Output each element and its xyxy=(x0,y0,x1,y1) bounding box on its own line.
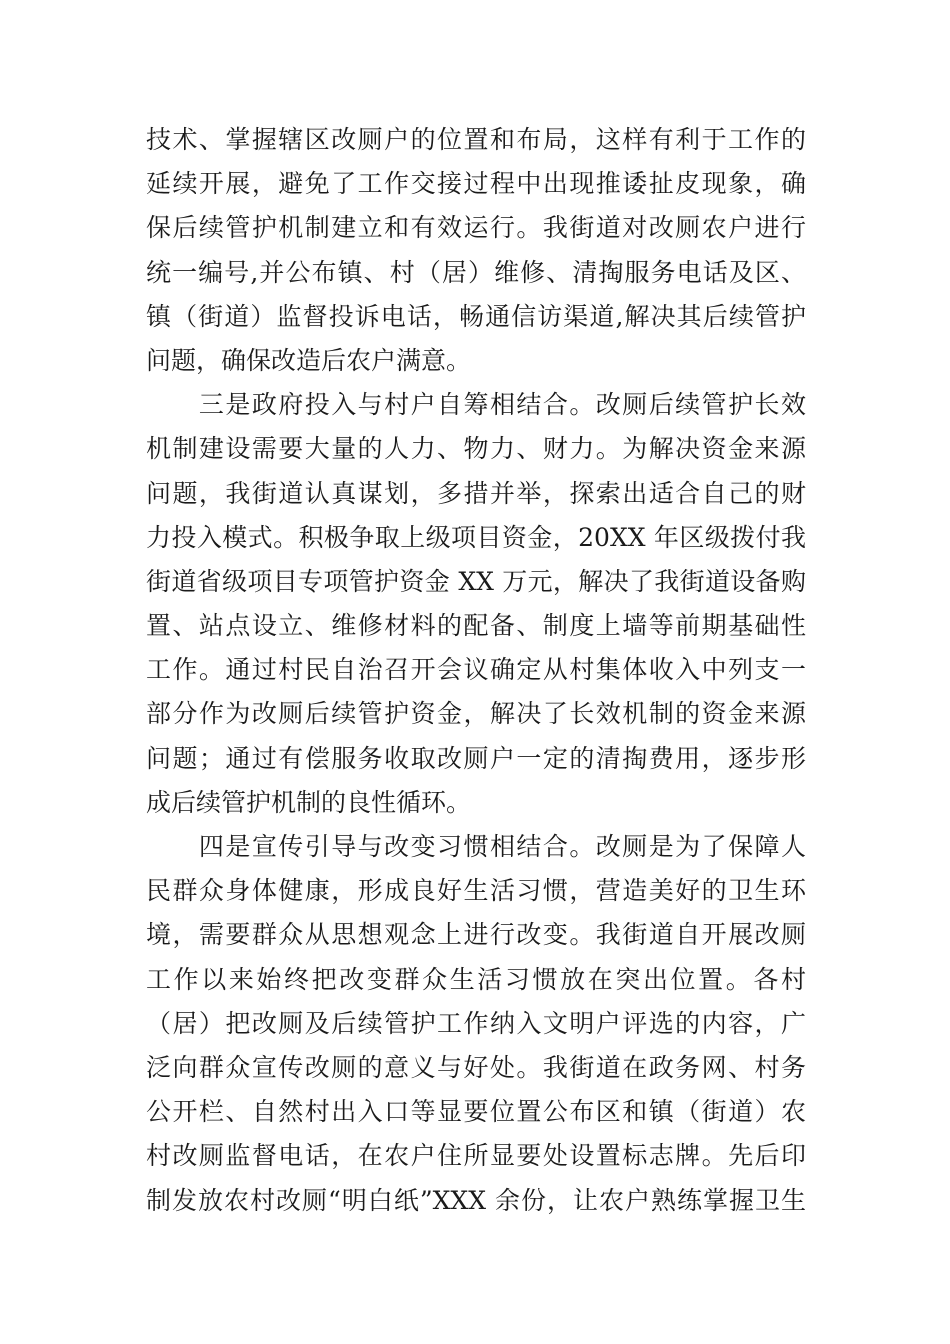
text-line: 成后续管护机制的良性循环。 xyxy=(146,787,472,817)
text-line: 问题，确保改造后农户满意。 xyxy=(146,345,472,375)
text-line: 工作以来始终把改变群众生活习惯放在突出位置。各村 xyxy=(146,964,806,994)
document-body xyxy=(146,118,806,1223)
text-line: 力投入模式。积极争取上级项目资金，20XX 年区级拨付我 xyxy=(146,522,806,552)
paragraph-four xyxy=(146,825,806,1223)
text-line: 问题；通过有偿服务收取改厕户一定的清掏费用，逐步形 xyxy=(146,743,806,773)
text-line: 街道省级项目专项管护资金 XX 万元，解决了我街道设备购 xyxy=(146,566,806,596)
text-line: 镇（街道）监督投诉电话，畅通信访渠道,解决其后续管护 xyxy=(146,301,806,331)
text-line: 村改厕监督电话，在农户住所显要处设置标志牌。先后印 xyxy=(146,1141,806,1171)
text-line: 机制建设需要大量的人力、物力、财力。为解决资金来源 xyxy=(146,434,806,464)
text-line: 公开栏、自然村出入口等显要位置公布区和镇（街道）农 xyxy=(146,1097,806,1127)
text-line: 统一编号,并公布镇、村（居）维修、清掏服务电话及区、 xyxy=(146,257,806,287)
text-line: 四是宣传引导与改变习惯相结合。改厕是为了保障人 xyxy=(146,832,806,861)
text-line: 工作。通过村民自治召开会议确定从村集体收入中列支一 xyxy=(146,655,806,685)
text-line: 三是政府投入与村户自筹相结合。改厕后续管护长效 xyxy=(146,390,806,420)
text-line: 技术、掌握辖区改厕户的位置和布局，这样有利于工作的 xyxy=(146,125,806,154)
text-line: 民群众身体健康，形成良好生活习惯，营造美好的卫生环 xyxy=(146,876,806,906)
text-line: 境，需要群众从思想观念上进行改变。我街道自开展改厕 xyxy=(146,920,806,950)
paragraph-three xyxy=(146,383,806,825)
paragraph-continued xyxy=(146,118,806,383)
text-line: 泛向群众宣传改厕的意义与好处。我街道在政务网、村务 xyxy=(146,1052,806,1082)
text-line: 保后续管护机制建立和有效运行。我街道对改厕农户进行 xyxy=(146,213,806,243)
text-line: 部分作为改厕后续管护资金，解决了长效机制的资金来源 xyxy=(146,699,806,729)
text-line: 延续开展，避免了工作交接过程中出现推诿扯皮现象，确 xyxy=(146,169,806,199)
text-line: 制发放农村改厕“明白纸”XXX 余份，让农户熟练掌握卫生 xyxy=(146,1185,806,1215)
text-line: 置、站点设立、维修材料的配备、制度上墙等前期基础性 xyxy=(146,611,806,641)
text-line: （居）把改厕及后续管护工作纳入文明户评选的内容，广 xyxy=(146,1008,806,1038)
text-line: 问题，我街道认真谋划，多措并举，探索出适合自己的财 xyxy=(146,478,806,508)
